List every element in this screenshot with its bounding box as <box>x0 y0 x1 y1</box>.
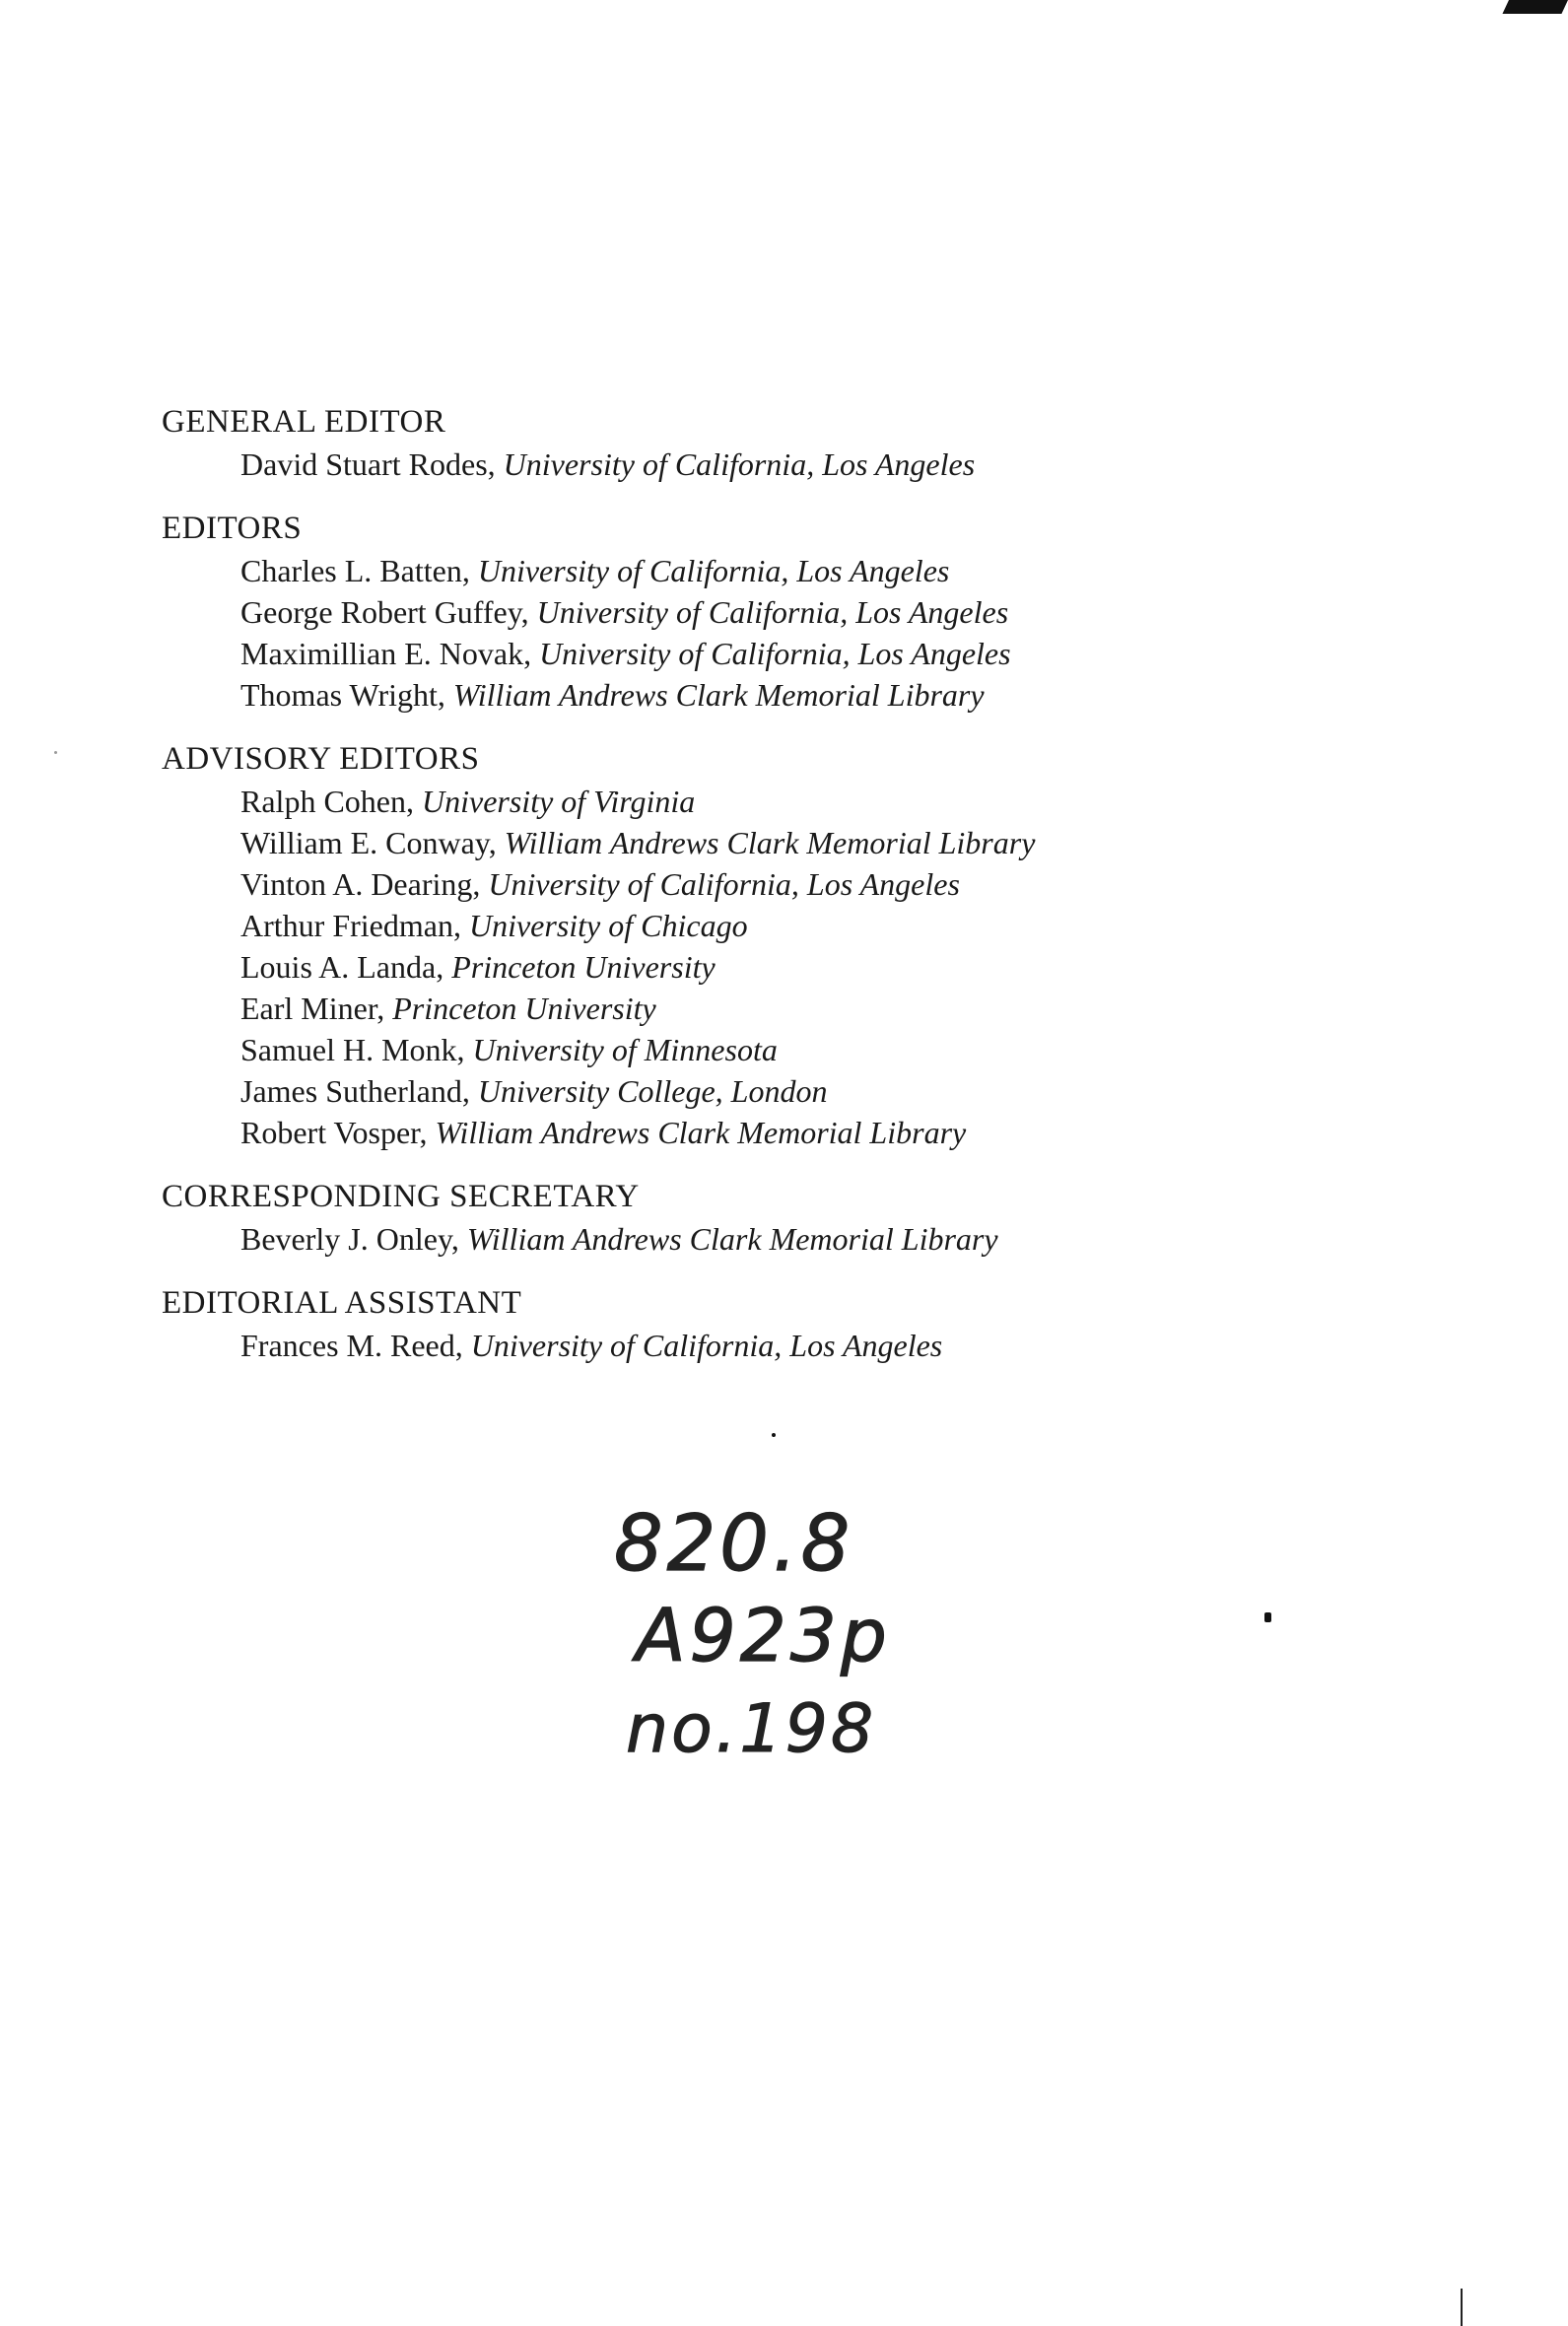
person-name: Maximillian E. Novak, <box>240 636 532 671</box>
person-name: David Stuart Rodes, <box>240 446 496 482</box>
person-name: Ralph Cohen, <box>240 784 414 819</box>
section-general-editor <box>162 400 1344 485</box>
person-entry <box>162 905 1344 946</box>
person-name: James Sutherland, <box>240 1073 470 1109</box>
scan-speck <box>54 751 57 754</box>
person-affiliation: Princeton University <box>392 991 656 1026</box>
person-affiliation: University of California, Los Angeles <box>470 1328 943 1363</box>
person-affiliation: William Andrews Clark Memorial Library <box>452 677 985 713</box>
section-editorial-assistant <box>162 1281 1344 1366</box>
person-entry <box>162 1070 1344 1112</box>
person-affiliation: University of California, Los Angeles <box>488 866 960 902</box>
scan-speck <box>772 1433 776 1437</box>
section-heading: ADVISORY EDITORS <box>162 741 480 777</box>
scan-speck <box>1264 1612 1271 1622</box>
section-advisory-editors <box>162 737 1344 1153</box>
person-affiliation: University of Minnesota <box>472 1032 778 1067</box>
section-editors <box>162 507 1344 716</box>
person-entry <box>162 781 1344 822</box>
section-heading: EDITORS <box>162 511 303 546</box>
person-entry <box>162 988 1344 1029</box>
person-name: Robert Vosper, <box>240 1115 428 1150</box>
call-number-line-1: 820.8 <box>614 1500 854 1589</box>
person-name: Charles L. Batten, <box>240 553 470 588</box>
person-name: George Robert Guffey, <box>240 594 529 630</box>
call-number-line-3: no.198 <box>626 1690 877 1768</box>
person-entry <box>162 1112 1344 1153</box>
editorial-masthead <box>162 400 1344 1388</box>
corner-scan-mark <box>1502 0 1568 14</box>
person-affiliation: University of Virginia <box>421 784 696 819</box>
person-affiliation: University of California, Los Angeles <box>536 594 1009 630</box>
person-name: Beverly J. Onley, <box>240 1221 459 1257</box>
person-name: Louis A. Landa, <box>240 949 444 985</box>
person-entry <box>162 946 1344 988</box>
person-name: Earl Miner, <box>240 991 385 1026</box>
person-entry <box>162 1325 1344 1366</box>
person-entry <box>162 1029 1344 1070</box>
person-entry <box>162 444 1344 485</box>
person-entry <box>162 863 1344 905</box>
person-affiliation: William Andrews Clark Memorial Library <box>466 1221 998 1257</box>
person-name: Frances M. Reed, <box>240 1328 463 1363</box>
person-affiliation: University of California, Los Angeles <box>539 636 1011 671</box>
person-affiliation: University College, London <box>477 1073 828 1109</box>
person-affiliation: William Andrews Clark Memorial Library <box>435 1115 967 1150</box>
person-affiliation: University of California, Los Angeles <box>503 446 976 482</box>
person-entry <box>162 550 1344 591</box>
person-entry <box>162 674 1344 716</box>
person-name: William E. Conway, <box>240 825 497 860</box>
person-name: Vinton A. Dearing, <box>240 866 481 902</box>
scan-edge-line <box>1461 2289 1463 2326</box>
person-affiliation: University of California, Los Angeles <box>477 553 950 588</box>
section-heading: CORRESPONDING SECRETARY <box>162 1179 640 1214</box>
person-name: Samuel H. Monk, <box>240 1032 465 1067</box>
person-name: Thomas Wright, <box>240 677 445 713</box>
section-heading: GENERAL EDITOR <box>162 404 446 440</box>
person-affiliation: William Andrews Clark Memorial Library <box>504 825 1036 860</box>
call-number-line-2: A923p <box>636 1594 891 1678</box>
person-entry <box>162 1218 1344 1260</box>
section-corresponding-secretary <box>162 1175 1344 1260</box>
person-entry <box>162 633 1344 674</box>
person-affiliation: University of Chicago <box>468 908 748 943</box>
person-name: Arthur Friedman, <box>240 908 461 943</box>
person-affiliation: Princeton University <box>451 949 716 985</box>
handwritten-call-number <box>606 1493 1000 1769</box>
person-entry <box>162 822 1344 863</box>
section-heading: EDITORIAL ASSISTANT <box>162 1285 522 1321</box>
person-entry <box>162 591 1344 633</box>
